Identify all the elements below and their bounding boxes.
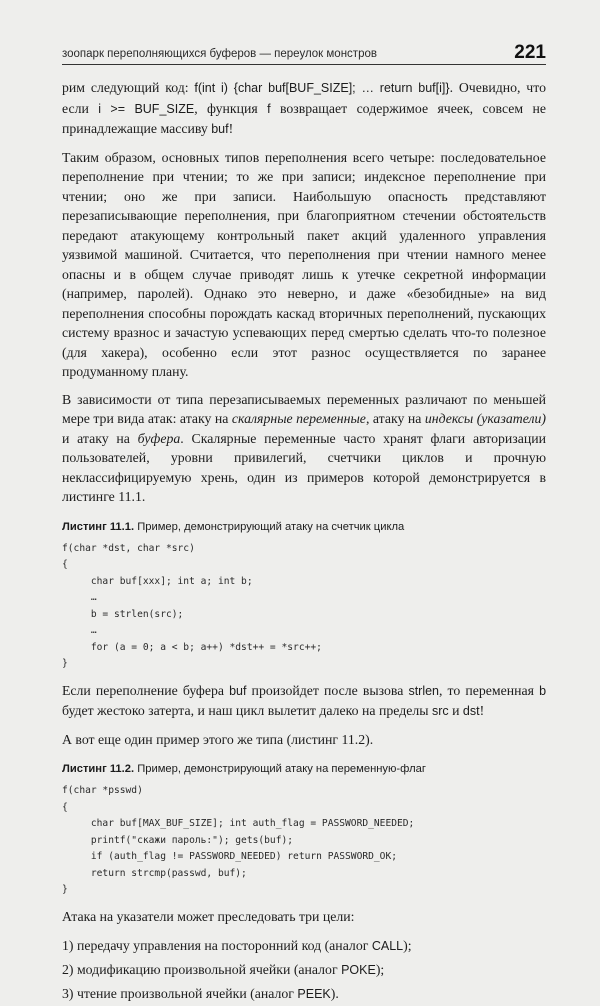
text-run: . Очевидно, что если [62,80,546,116]
inline-code: strlen [408,683,440,698]
page-content [62,78,546,1006]
list-text: модификацию произвольной ячейки (аналог [76,962,342,977]
inline-code: CALL [371,939,404,953]
listing-label: Листинг 11.2. [62,763,135,775]
listing-title: Пример, демонстрирующий атаку на переменную-флаг [134,763,426,775]
text-run: , функция [194,100,268,116]
emphasis-buffers: буфера [137,430,181,446]
inline-code: src [431,704,449,718]
list-text: передачу управления на посторонний код (аналог [76,938,372,953]
list-number: 2) [62,962,74,977]
paragraph-5: А вот еще один пример этого же типа (листинг 11.2). [62,731,374,747]
listing-1-code: f(char *dst, char *src) { char buf[xxx]; int a; int b; … b = strlen(src); … for (a = 0; a < b; a++) *dst++ = *src++; } [62,542,322,669]
paragraph-2: Таким образом, основных типов переполнения всего четыре: последовательное переполнение при чтении; то же при записи; индексное переполнение при чтении; оно же при записи. Наибольшую опасность представляют перезаписывающие переполнения, при благоприятном стечении обстоятельств передают атакующему контрольный пакет акций удаленного управления уязвимой машиной. Считается, что переполнения при чтении намного менее опасны и в общем случае приводят лишь к утечке секретной информации (например, паролей). Однако это неверно, и даже «безобидные» на вид переполнения способны порождать каскад вторичных переполнений, пускающих систему вразнос и зачастую успевающих перед смертью сделать что-то полезное (для хакера), особенно если этот разнос осуществляется по заранее продуманному плану. [62,149,546,379]
list-end: ). [330,986,339,1001]
inline-code: f [267,101,271,116]
paragraph-1 [62,78,546,140]
inline-code: PEEK [297,987,331,1001]
emphasis-scalar: скалярные переменные [231,411,366,426]
text-run: ! [228,121,234,136]
text-run: В зависимости от типа перезаписываемых переменных различают по меньшей мере три вида атак: атаку на [62,391,546,426]
list-item [62,934,546,958]
page-number: 221 [514,42,546,63]
paragraph-3 [62,390,546,507]
text-run: и атаку на [62,430,138,446]
list-end: ); [375,962,385,977]
text-run: возвращает содержимое ячеек, совсем не принадлежащие массиву [62,100,547,136]
inline-code: dst [462,704,480,718]
inline-code: b [539,683,547,698]
listing-1-caption [62,521,546,533]
text-run: произойдет после вызова [246,682,409,698]
inline-code: POKE [341,963,376,977]
text-run: ! [479,703,485,718]
listing-label: Листинг 11.1. [62,520,135,533]
inline-code: f(int i) {char buf[BUF_SIZE]; … return buf[i]} [194,81,450,95]
text-run: будет жестоко затерта, и наш цикл вылетит далеко на пределы [62,703,432,718]
list-number: 3) [62,986,74,1001]
listing-2-caption [62,763,546,775]
page-header [62,42,546,65]
list-number: 1) [62,938,74,953]
inline-code: i >= BUF_SIZE [98,101,195,116]
paragraph-4 [62,681,546,722]
inline-code: buf [211,122,229,136]
listing-2-code: f(char *psswd) { char buf[MAX_BUF_SIZE]; int auth_flag = PASSWORD_NEEDED; printf("скажи пароль:"); gets(buf); if (auth_flag != PASSWORD_NEEDED) return PASSWORD_OK; return strcmp(passwd, buf); } [62,785,415,895]
paragraph-6: Атака на указатели может преследовать три цели: [62,908,355,924]
list-item [62,982,546,1006]
text-run: и [448,703,463,718]
emphasis-indexes: индексы (указатели) [424,411,546,426]
list-text: чтение произвольной ячейки (аналог [76,986,298,1001]
text-run: рим следующий код: [62,80,195,95]
goals-list [62,934,546,1006]
text-run: Если переполнение буфера [62,682,230,698]
text-run: . Скалярные переменные часто хранят флаги авторизации пользователей, уровни привилегий, счетчики циклов и прочную неклассифицируемую хрень, один из примеров которой демонстрируется в листинге 11.1. [62,430,546,504]
inline-code: buf [229,683,247,698]
list-item [62,958,546,982]
listing-title: Пример, демонстрирующий атаку на счетчик цикла [134,520,405,533]
text-run: , атаку на [365,411,425,426]
text-run: , то переменная [439,682,540,698]
running-head: зоопарк переполняющихся буферов — переулок монстров [62,48,377,60]
list-end: ); [403,938,412,953]
